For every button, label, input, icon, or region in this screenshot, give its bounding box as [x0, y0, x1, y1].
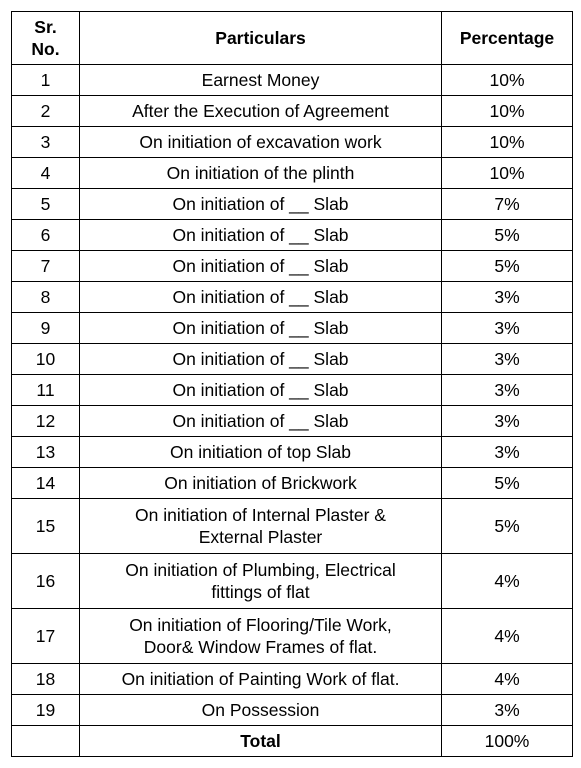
percentage-cell: 3%: [442, 344, 573, 375]
table-row: [12, 609, 573, 664]
percentage-cell: 5%: [442, 499, 573, 554]
sr-cell: 12: [12, 406, 80, 437]
particulars-cell: [80, 554, 442, 609]
table-row: [12, 375, 573, 406]
table-row: [12, 468, 573, 499]
percentage-cell: 4%: [442, 664, 573, 695]
particulars-cell: On initiation of __ Slab: [80, 406, 442, 437]
percentage-cell: 3%: [442, 695, 573, 726]
particulars-cell: On initiation of __ Slab: [80, 220, 442, 251]
particulars-cell: On initiation of Brickwork: [80, 468, 442, 499]
table-row: [12, 664, 573, 695]
table-row: [12, 554, 573, 609]
total-percentage: 100%: [442, 726, 573, 757]
particulars-line2: fittings of flat: [211, 582, 310, 602]
table-row: [12, 189, 573, 220]
table-row: [12, 96, 573, 127]
particulars-line1: On initiation of Internal Plaster &: [135, 505, 386, 525]
sr-cell: 10: [12, 344, 80, 375]
table-row: [12, 127, 573, 158]
sr-cell: 6: [12, 220, 80, 251]
percentage-cell: 10%: [442, 127, 573, 158]
particulars-cell: On initiation of __ Slab: [80, 251, 442, 282]
percentage-cell: 4%: [442, 609, 573, 664]
percentage-cell: 5%: [442, 468, 573, 499]
sr-cell: 5: [12, 189, 80, 220]
table-row: [12, 695, 573, 726]
sr-cell: 18: [12, 664, 80, 695]
table-row: [12, 313, 573, 344]
table-row: [12, 499, 573, 554]
percentage-cell: 3%: [442, 437, 573, 468]
sr-cell: 11: [12, 375, 80, 406]
header-row: [12, 12, 573, 65]
particulars-cell: On initiation of __ Slab: [80, 313, 442, 344]
percentage-cell: 3%: [442, 406, 573, 437]
particulars-cell: On initiation of top Slab: [80, 437, 442, 468]
particulars-line1: On initiation of Plumbing, Electrical: [125, 560, 396, 580]
total-sr-cell: [12, 726, 80, 757]
sr-cell: 7: [12, 251, 80, 282]
percentage-cell: 5%: [442, 251, 573, 282]
particulars-cell: [80, 499, 442, 554]
percentage-header: Percentage: [442, 12, 573, 65]
particulars-line1: On initiation of Flooring/Tile Work,: [129, 615, 392, 635]
sr-no-header: [12, 12, 80, 65]
particulars-cell: On initiation of Painting Work of flat.: [80, 664, 442, 695]
particulars-cell: On Possession: [80, 695, 442, 726]
percentage-cell: 7%: [442, 189, 573, 220]
table-row: [12, 437, 573, 468]
percentage-cell: 10%: [442, 96, 573, 127]
sr-cell: 14: [12, 468, 80, 499]
sr-cell: 16: [12, 554, 80, 609]
particulars-cell: Earnest Money: [80, 65, 442, 96]
table-row: [12, 251, 573, 282]
sr-cell: 17: [12, 609, 80, 664]
particulars-line2: External Plaster: [198, 527, 323, 547]
percentage-cell: 3%: [442, 282, 573, 313]
total-row: [12, 726, 573, 757]
table-row: [12, 406, 573, 437]
sr-cell: 1: [12, 65, 80, 96]
particulars-line2: Door& Window Frames of flat.: [143, 637, 378, 657]
particulars-cell: On initiation of __ Slab: [80, 282, 442, 313]
sr-cell: 9: [12, 313, 80, 344]
percentage-cell: 3%: [442, 375, 573, 406]
sr-cell: 8: [12, 282, 80, 313]
sr-cell: 19: [12, 695, 80, 726]
table-row: [12, 158, 573, 189]
sr-cell: 15: [12, 499, 80, 554]
particulars-cell: On initiation of the plinth: [80, 158, 442, 189]
particulars-cell: [80, 609, 442, 664]
particulars-cell: On initiation of __ Slab: [80, 189, 442, 220]
percentage-cell: 5%: [442, 220, 573, 251]
sr-cell: 4: [12, 158, 80, 189]
payment-schedule-table: [11, 11, 573, 757]
table-row: [12, 220, 573, 251]
table-row: [12, 65, 573, 96]
table-row: [12, 344, 573, 375]
table-row: [12, 282, 573, 313]
percentage-cell: 10%: [442, 65, 573, 96]
sr-header-line1: Sr.: [34, 17, 57, 37]
particulars-cell: After the Execution of Agreement: [80, 96, 442, 127]
total-label: Total: [80, 726, 442, 757]
particulars-header: Particulars: [80, 12, 442, 65]
percentage-cell: 3%: [442, 313, 573, 344]
sr-cell: 3: [12, 127, 80, 158]
particulars-cell: On initiation of excavation work: [80, 127, 442, 158]
sr-header-line2: No.: [31, 39, 60, 59]
sr-cell: 2: [12, 96, 80, 127]
percentage-cell: 4%: [442, 554, 573, 609]
particulars-cell: On initiation of __ Slab: [80, 375, 442, 406]
percentage-cell: 10%: [442, 158, 573, 189]
particulars-cell: On initiation of __ Slab: [80, 344, 442, 375]
sr-cell: 13: [12, 437, 80, 468]
